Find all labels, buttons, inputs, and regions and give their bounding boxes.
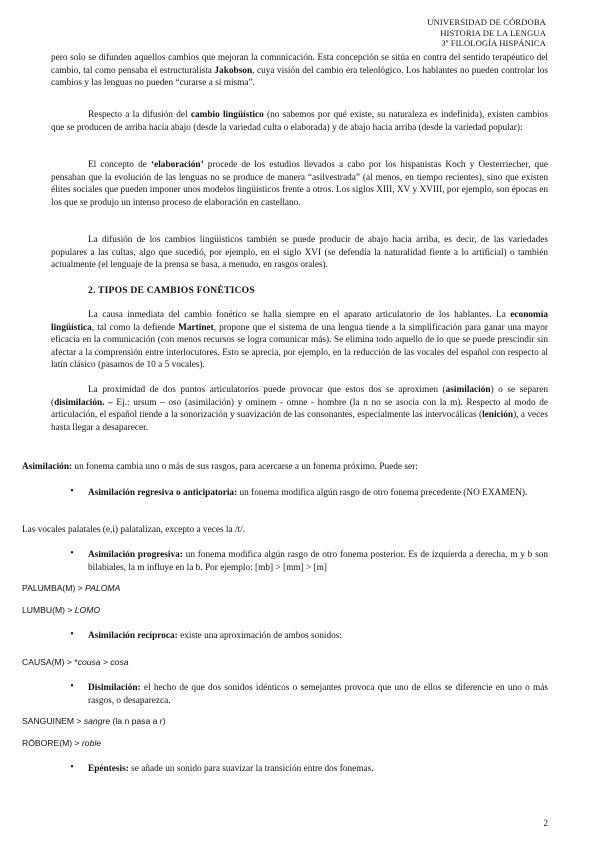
term-regresiva: Asimilación regresiva o anticipatoria: <box>88 488 238 498</box>
list-item-reciproca <box>88 630 548 643</box>
example-result: roble <box>81 738 102 748</box>
term-disimilacion: Disimilación: <box>88 683 141 693</box>
text: pero solo se difunden aquellos cambios que mejoran la comunicación. Esta concepción se sitúa en contra del sentido terapéutico del cambio, tal como pensaba el estructuralista <box>51 53 548 76</box>
text: el hecho de que dos sonidos idénticos o semejantes provoca que uno de ellos se diferencie en uno o más rasgos, o desaparezca. <box>88 683 548 706</box>
emphasis-jakobson: Jakobson <box>214 65 253 76</box>
list-item-regresiva <box>88 487 548 500</box>
text: ) o se separen ( <box>51 385 548 408</box>
term-reciproca: Asimilación recíproca: <box>88 631 178 641</box>
emphasis-martinet: Martinet <box>178 322 214 333</box>
text: La proximidad de dos puntos articulatorios puede provocar que estos dos se aproximen ( <box>88 385 446 395</box>
bullet-icon: • <box>70 548 74 559</box>
list-item-progresiva <box>88 549 548 574</box>
text: Respecto a la difusión del <box>88 110 191 120</box>
paragraph-abajo-arriba: La difusión de los cambios lingüísticos también se puede producir de abajo hacia arriba, es decir, de las variedades populares a las cultas, algo que sucedió, por ejemplo, en el siglo XVI (se defendía la naturalidad fiente a lo artificial) o también actualmente (el lenguaje de la prensa se basa, a menudo, en rasgos orales). <box>51 235 548 271</box>
text: un fonema cambia uno o más de sus rasgos, para acercarse a un fonema próximo. Puede ser: <box>72 462 418 472</box>
emphasis-asimilacion: asimilación <box>445 385 491 395</box>
paragraph-vocales-palatales: Las vocales palatales (e,i) palatalizan, excepto a veces la /t/. <box>22 525 246 535</box>
example-intermediate: cousa <box>77 657 101 667</box>
text: Ej.: ursum – oso (asimilación) y ominem - omne - hombre (la n no se asocia con la m). Respecto al modo de articulación, el español tiende a la sonorización y suavización de las consonantes, especialmente las intervocálicas ( <box>51 397 548 421</box>
text: un fonema modifica algún rasgo de otro fonema posterior. Es de izquierda a derecha, m y b son bilabiales, la m influye en la b. Por ejemplo: [mb] > [mm] > [m] <box>88 550 548 573</box>
text: CAUSA(M) > * <box>22 657 78 667</box>
page-header <box>427 17 546 49</box>
list-item-epentesis <box>88 763 548 776</box>
emphasis-disimilacion: disimilación. – <box>54 397 113 408</box>
example-sanguinem <box>22 716 166 726</box>
example-lumbu <box>22 605 100 615</box>
emphasis-elaboracion: ‘elaboración’ <box>151 160 204 170</box>
text: El concepto de <box>88 160 151 170</box>
text: PALUMBA(M) > <box>22 583 86 593</box>
emphasis-economia: economía lingüística <box>51 310 548 333</box>
paragraph-continuation <box>51 52 548 90</box>
text: RŌBORE(M) > <box>22 738 82 748</box>
emphasis-lenicion: lenición <box>482 410 514 421</box>
page-number: 2 <box>543 818 548 828</box>
example-result: sangre <box>83 716 111 726</box>
text: LUMBU(M) > <box>22 605 75 615</box>
text: , cuya visión del cambio era teleológico. Los hablantes no pueden controlar los cambios y las lenguas no pueden “curarse a sí misma”. <box>51 65 548 89</box>
header-course: HISTORIA DE LA LENGUA <box>440 27 546 38</box>
text: > <box>100 657 111 667</box>
term-progresiva: Asimilación progresiva: <box>88 550 183 560</box>
text: (la n pasa a r) <box>110 716 166 726</box>
paragraph-asimilacion-def <box>22 461 548 474</box>
list-item-disimilacion <box>88 682 548 707</box>
paragraph-causa <box>51 309 548 372</box>
text: un fonema modifica algún rasgo de otro fonema precedente (NO EXAMEN). <box>237 488 528 498</box>
paragraph-proximidad <box>51 384 548 434</box>
text: se añade un sonido para suavizar la transición entre dos fonemas. <box>128 764 374 774</box>
bullet-icon: • <box>70 762 74 773</box>
example-robore <box>22 738 101 748</box>
header-university: UNIVERSIDAD DE CÓRDOBA <box>427 17 546 27</box>
bullet-icon: • <box>70 486 74 497</box>
emphasis-cambio: cambio lingüístico <box>190 110 264 120</box>
text: procede de los estudios llevados a cabo por los hispanistas Koch y Oesterriecher, que pensaban que la evolución de las lenguas no se produce de manera “asilvestrada” (al menos, en tiempo recientes), sino que existen élites sociales que pueden imponer unos modelos lingüísticos frente a otros. Los siglos XIII, XV y XVIII, por ejemplo, son épocas en los que se produjo un intenso proceso de elaboración en castellano. <box>51 160 548 208</box>
example-result: cosa <box>110 657 129 667</box>
paragraph-elaboracion <box>51 159 548 209</box>
text: (no sabemos por qué existe, su naturaleza es indefinida), existen cambios que se producen de arriba hacia abajo (desde la variedad culta o elaborada) y de abajo hacia arriba (desde la variedad popular): <box>51 110 548 133</box>
bullet-icon: • <box>70 629 74 640</box>
text: SANGUINEM > <box>22 716 84 726</box>
text: existe una aproximación de ambos sonidos: <box>177 631 342 641</box>
section-title: 2. TIPOS DE CAMBIOS FONÉTICOS <box>88 285 255 296</box>
example-palumba <box>22 583 120 593</box>
paragraph-difusion <box>51 109 548 134</box>
text: , propone que el sistema de una lengua tiende a la simplificación para ganar una mayor eficacia en la comunicación (con menos recursos se logra comunicar más). Se elimina todo aquello de lo que se puede prescindir sin afectar a la comprensión entre interlocutores. Esto se aprecia, por ejemplo, en la reducción de las vocales del español con respecto al latín clásico (pasamos de 10 a 5 vocales). <box>51 322 548 371</box>
bullet-icon: • <box>70 681 74 692</box>
text: , tal como la defiende <box>91 322 179 333</box>
text: ), a veces hasta llegar a desaparecer. <box>51 410 549 433</box>
text: La causa inmediata del cambio fonético se halla siempre en el aparato articulatorio de los hablantes. La <box>88 310 511 320</box>
example-result: PALOMA <box>85 583 121 593</box>
header-degree: 3º FILOLOGÍA HISPÁNICA <box>441 38 546 49</box>
example-causa <box>22 657 129 667</box>
term-asimilacion: Asimilación: <box>22 462 73 472</box>
term-epentesis: Epéntesis: <box>88 764 129 774</box>
example-result: LOMO <box>74 605 101 615</box>
